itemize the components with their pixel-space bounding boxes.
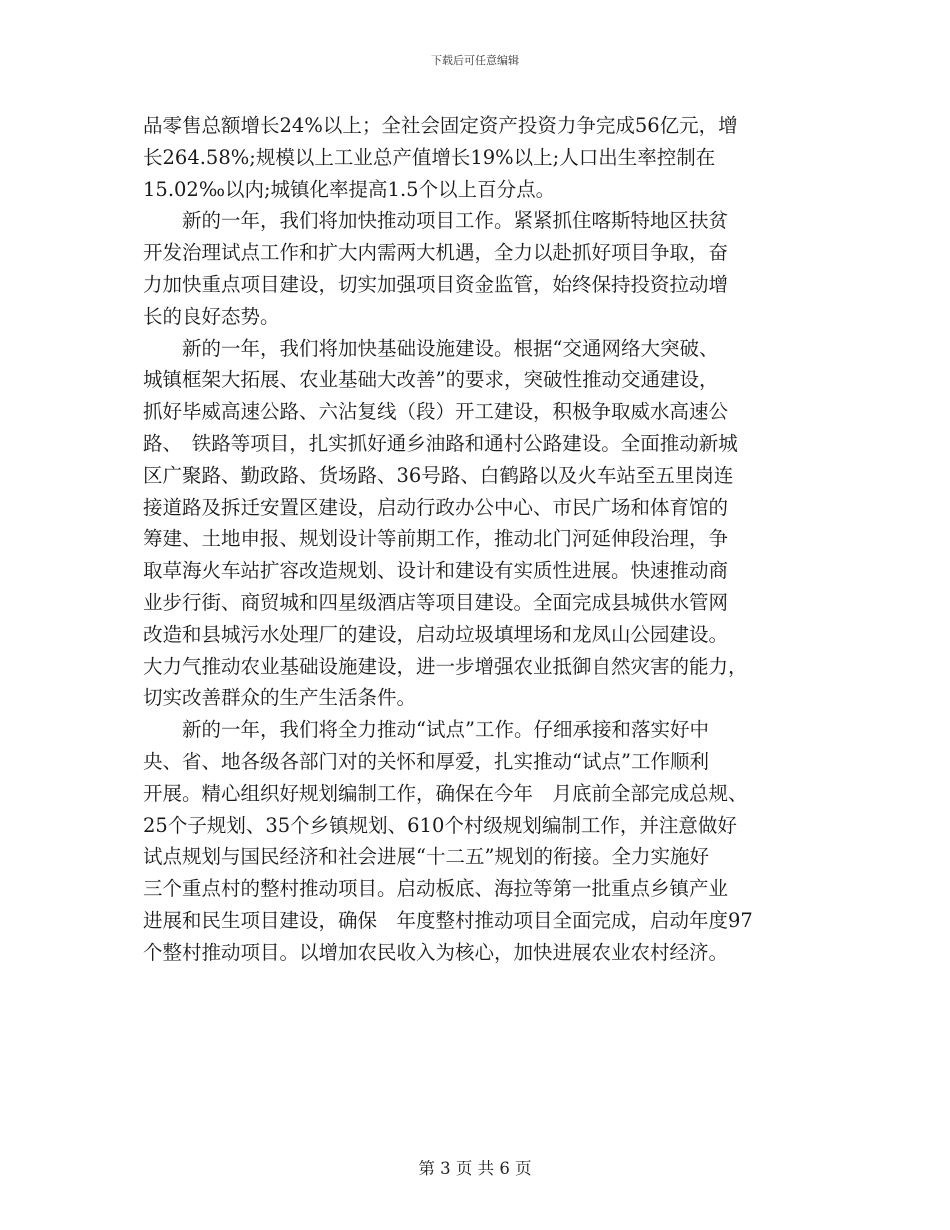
text-line: 力加快重点项目建设，切实加强项目资金监管，始终保持投资拉动增 [143,272,729,296]
text-line: 大力气推动农业基础设施建设，进一步增强农业抵御自然灾害的能力， [143,654,748,678]
text-line: 试点规划与国民经济和社会进展“十二五”规划的衔接。全力实施好 [143,845,709,869]
text-line: 路、 铁路等项目，扎实抓好通乡油路和通村公路建设。全面推动新城 [143,431,738,455]
text-line: 长的良好态势。 [143,304,280,328]
text-line: 业步行街、商贸城和四星级酒店等项目建设。全面完成县城供水管网 [143,590,729,614]
page-number-footer: 第 3 页 共 6 页 [418,1159,532,1178]
text-line: 开发治理试点工作和扩大内需两大机遇，全力以赴抓好项目争取，奋 [143,241,729,265]
text-line: 品零售总额增长24%以上；全社会固定资产投资力争完成56亿元，增 [143,114,738,137]
text-line: 区广聚路、勤政路、货场路、36号路、白鹤路以及火车站至五里岗连 [143,463,734,487]
text-line: 央、省、地各级各部门对的关怀和厚爱，扎实推动“试点”工作顺利 [143,749,709,773]
text-line: 进展和民生项目建设，确保 年度整村推动项目全面完成，启动年度97 [143,908,753,932]
text-line: 接道路及拆迁安置区建设，启动行政办公中心、市民广场和体育馆的 [143,495,729,519]
text-line: 长264.58%;规模以上工业总产值增长19%以上;人口出生率控制在 [143,145,716,169]
text-line: 新的一年，我们将全力推动“试点”工作。仔细承接和落实好中 [143,718,709,742]
text-line: 城镇框架大拓展、农业基础大改善”的要求，突破性推动交通建设， [143,368,719,392]
text-line: 抓好毕威高速公路、六沾复线（段）开工建设，积极争取威水高速公 [143,400,729,424]
text-line: 筹建、土地申报、规划设计等前期工作，推动北门河延伸段治理，争 [143,527,729,551]
text-line: 三个重点村的整村推动项目。启动板底、海拉等第一批重点乡镇产业 [143,877,729,901]
text-line: 15.02‰以内;城镇化率提高1.5个以上百分点。 [143,177,556,201]
text-line: 新的一年，我们将加快基础设施建设。根据“交通网络大突破、 [143,336,719,360]
text-line: 取草海火车站扩容改造规划、设计和建设有实质性进展。快速推动商 [143,559,729,583]
text-line: 25个子规划、35个乡镇规划、610个村级规划编制工作，并注意做好 [143,813,737,837]
text-line: 改造和县城污水处理厂的建设，启动垃圾填埋场和龙凤山公园建设。 [143,622,729,646]
page-header-note: 下载后可任意编辑 [431,54,519,67]
body-text [143,110,811,969]
text-line: 开展。精心组织好规划编制工作，确保在今年 月底前全部完成总规、 [143,781,748,805]
text-line: 切实改善群众的生产生活条件。 [143,686,417,710]
text-line: 新的一年，我们将加快推动项目工作。紧紧抓住喀斯特地区扶贫 [143,209,729,233]
text-line: 个整村推动项目。以增加农民收入为核心，加快进展农业农村经济。 [143,940,729,964]
